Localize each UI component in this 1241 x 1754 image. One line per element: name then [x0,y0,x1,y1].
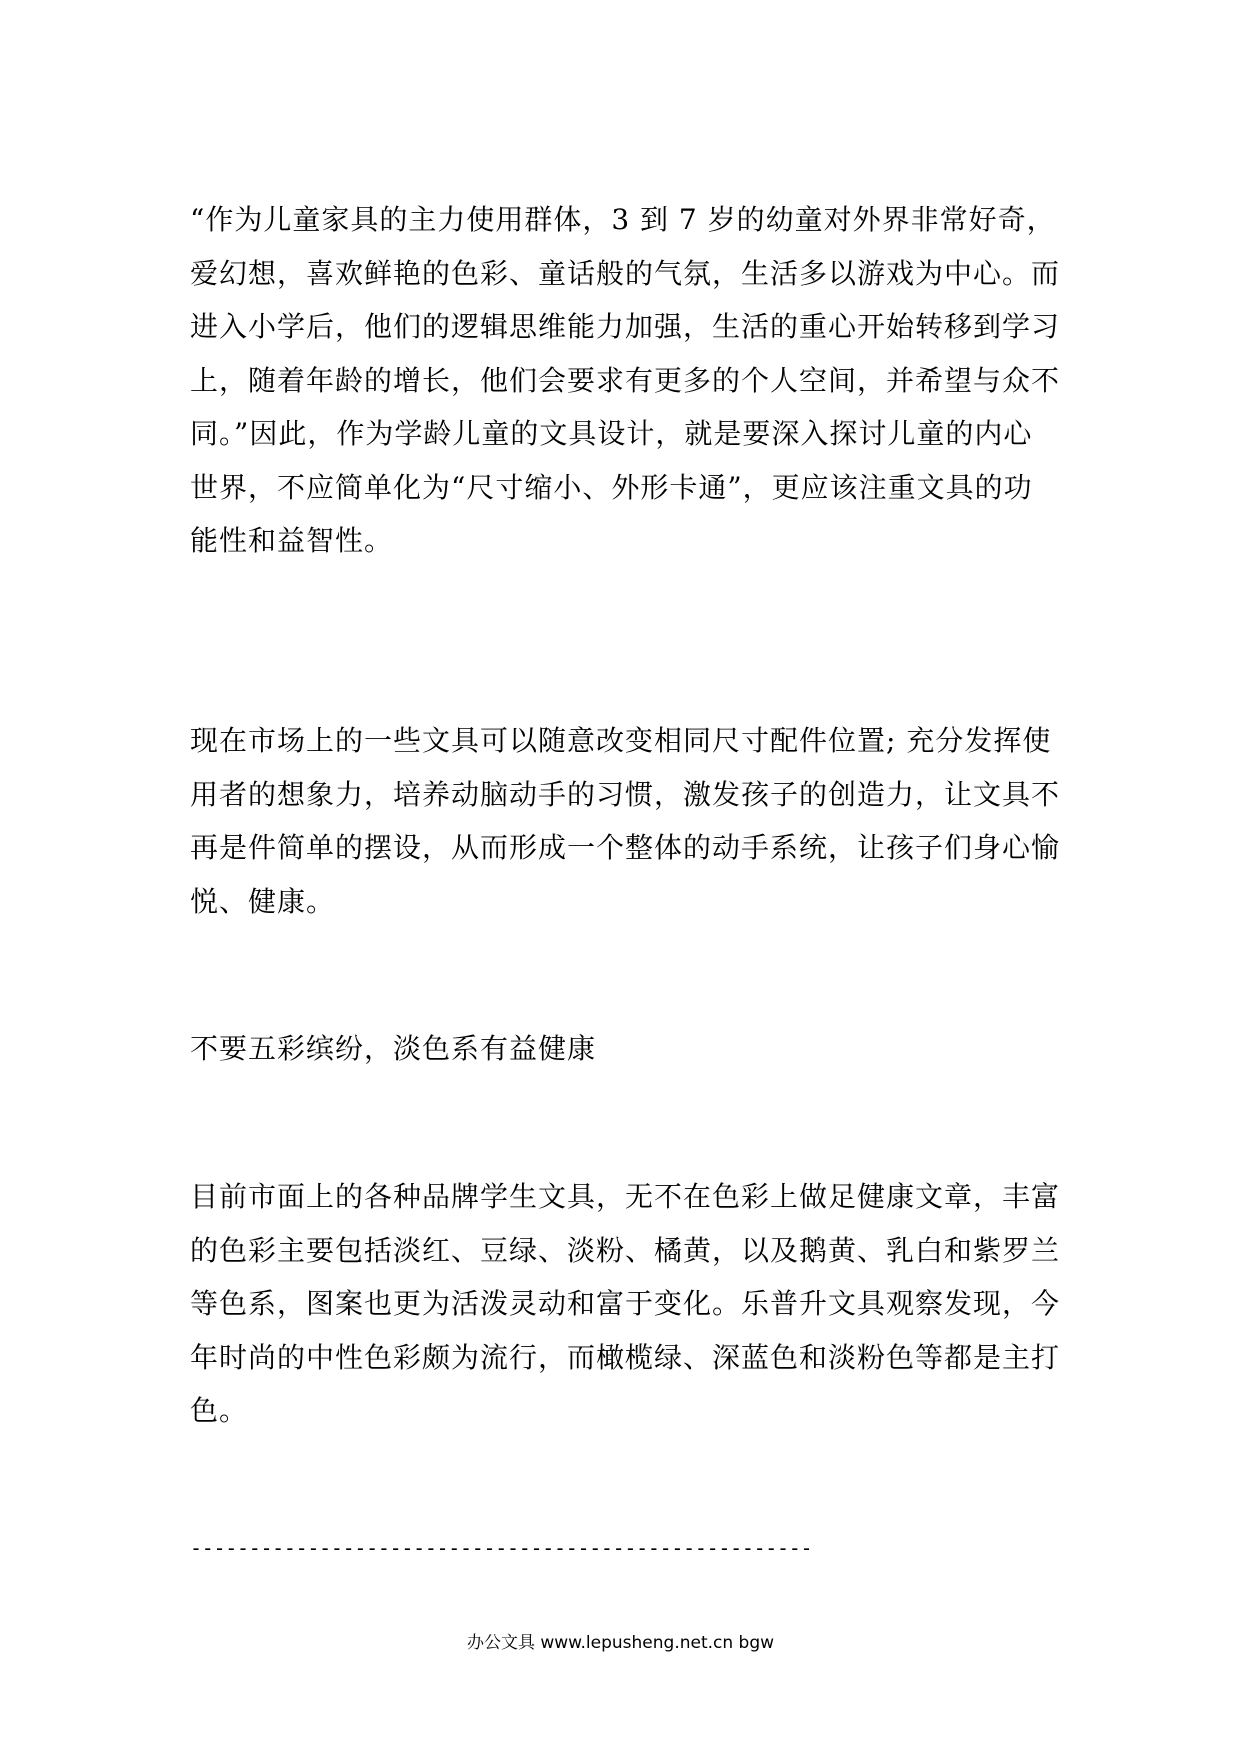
paragraph-line: 再是件简单的摆设，从而形成一个整体的动手系统，让孩子们身心愉 [190,831,1061,864]
paragraph-line: 世界，不应简单化为“尺寸缩小、外形卡通”，更应该注重文具的功 [190,470,1033,504]
heading-line: 不要五彩缤纷，淡色系有益健康 [190,1032,597,1065]
paragraph-line: 同。”因此，作为学龄儿童的文具设计，就是要深入探讨儿童的内心 [190,417,1033,450]
section-heading [190,1022,1070,1076]
paragraph-line: 年时尚的中性色彩颇为流行，而橄榄绿、深蓝色和淡粉色等都是主打 [190,1340,1061,1374]
paragraph-line: 目前市面上的各种品牌学生文具，无不在色彩上做足健康文章，丰富 [190,1180,1061,1213]
paragraph-line: 悦、健康。 [190,884,336,918]
paragraph-line: 等色系，图案也更为活泼灵动和富于变化。乐普升文具观察发现，今 [190,1287,1061,1320]
paragraph-line: 上，随着年龄的增长，他们会要求有更多的个人空间，并希望与众不 [190,363,1061,397]
paragraph-line: 能性和益智性。 [190,524,394,557]
paragraph-line: 用者的想象力，培养动脑动手的习惯，激发孩子的创造力，让文具不 [190,777,1061,811]
paragraph-line: 爱幻想，喜欢鲜艳的色彩、童话般的气氛，生活多以游戏为中心。而 [190,256,1061,290]
paragraph-line: 色。 [190,1394,249,1427]
paragraph-3 [190,1170,1070,1438]
paragraph-line: 现在市场上的一些文具可以随意改变相同尺寸配件位置; 充分发挥使 [190,724,1052,757]
paragraph-line: “作为儿童家具的主力使用群体，3 到 7 岁的幼童对外界非常好奇， [190,203,1056,236]
paragraph-line: 的色彩主要包括淡红、豆绿、淡粉、橘黄，以及鹅黄、乳白和紫罗兰 [190,1233,1061,1267]
dashed-divider: ----------------------------------------------------- [190,1536,813,1560]
paragraph-line: 进入小学后，他们的逻辑思维能力加强，生活的重心开始转移到学习 [190,310,1061,343]
paragraph-2 [190,714,1070,928]
page-footer: 办公文具 www.lepusheng.net.cn bgw [466,1633,775,1653]
paragraph-1 [190,193,1070,568]
